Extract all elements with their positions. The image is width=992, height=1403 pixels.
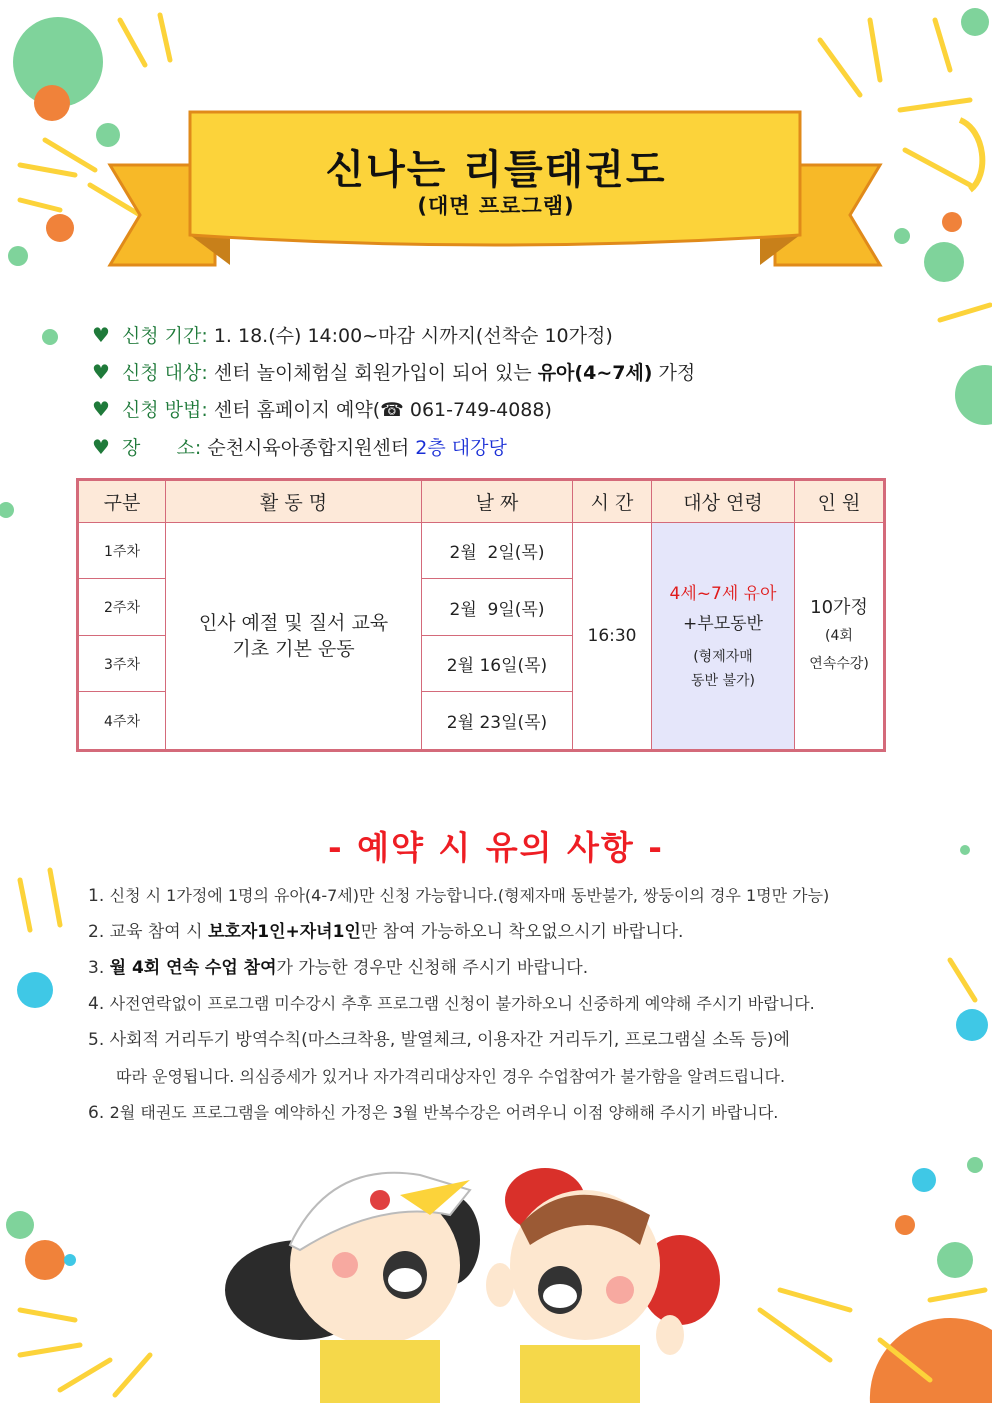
info-label: 신청 기간: — [121, 325, 208, 347]
note-text: 사회적 거리두기 방역수칙(마스크착용, 발열체크, 이용자간 거리두기, 프로그램실 소독 등)에 — [109, 1030, 790, 1050]
green-dot — [955, 365, 992, 425]
week-cell: 4주차 — [78, 692, 166, 751]
week-cell: 2주차 — [78, 579, 166, 635]
info-value: 센터 홈페이지 예약(☎ 061-749-4088) — [207, 399, 552, 421]
note-number: 3. — [88, 958, 105, 978]
info-label: 장 소: — [121, 437, 202, 459]
column-header: 날 짜 — [422, 480, 573, 523]
green-dot — [937, 1242, 973, 1278]
green-dot — [961, 8, 989, 36]
note-text-bold: 월 4회 연속 수업 참여 — [109, 958, 277, 978]
target-note: (형제자매 — [693, 649, 753, 665]
target-age: 4세~7세 유아 — [669, 584, 777, 604]
note-item — [88, 993, 815, 1015]
page-title: 신나는 리틀태권도 — [325, 147, 667, 193]
info-label: 신청 대상: — [121, 362, 208, 384]
sun-rays — [20, 870, 150, 1395]
info-label: 신청 방법: — [121, 399, 208, 421]
heart-icon: ♥ — [92, 435, 110, 459]
activity-line: 인사 예절 및 질서 교육 — [198, 612, 389, 634]
activity-cell — [166, 523, 422, 751]
info-target — [92, 360, 695, 385]
orange-sun — [870, 1318, 992, 1403]
note-text: 2월 태권도 프로그램을 예약하신 가정은 3월 반복수강은 어려우니 이점 양해해 주시기 바랍니다. — [109, 1103, 779, 1122]
target-note: 동반 불가) — [690, 673, 755, 689]
note-item — [88, 921, 683, 943]
heart-icon: ♥ — [92, 360, 110, 384]
info-method — [92, 397, 552, 422]
note-number: 2. — [88, 922, 105, 942]
capacity-note: (4회 — [825, 628, 853, 644]
green-dot — [8, 246, 28, 266]
green-dot — [967, 1157, 983, 1173]
info-value-after: 가정 — [652, 362, 696, 384]
note-number: 1. — [88, 886, 105, 906]
note-item — [88, 1102, 778, 1124]
info-place — [92, 435, 507, 460]
capacity: 10가정 — [810, 597, 868, 618]
heart-icon: ♥ — [92, 397, 110, 421]
orange-dot — [895, 1215, 915, 1235]
capacity-cell — [795, 523, 885, 751]
green-dot — [42, 329, 58, 345]
green-dot — [0, 502, 14, 518]
date-cell: 2월 16일(목) — [422, 635, 573, 691]
schedule-table — [76, 478, 886, 752]
note-text: 신청 시 1가정에 1명의 유아(4-7세)만 신청 가능합니다.(형제자매 동반불가, 쌍둥이의 경우 1명만 가능) — [109, 886, 830, 905]
column-header: 대상 연령 — [652, 480, 795, 523]
info-value: 센터 놀이체험실 회원가입이 되어 있는 — [207, 362, 538, 384]
note-item — [116, 1066, 785, 1088]
green-dot — [894, 228, 910, 244]
blue-dot — [956, 1009, 988, 1041]
note-text: 교육 참여 시 — [109, 922, 208, 942]
note-item — [88, 1029, 790, 1051]
notes-title: - 예약 시 유의 사항 - — [328, 828, 664, 867]
info-value: 순천시육아종합지원센터 — [201, 437, 416, 459]
note-item — [88, 957, 588, 979]
week-cell: 3주차 — [78, 635, 166, 691]
note-number: 5. — [88, 1030, 105, 1050]
column-header: 활 동 명 — [166, 480, 422, 523]
info-period — [92, 323, 613, 348]
note-item — [88, 885, 829, 907]
green-dot — [6, 1211, 34, 1239]
blue-dot — [17, 972, 53, 1008]
column-header: 인 원 — [795, 480, 885, 523]
activity-line: 기초 기본 운동 — [232, 638, 355, 660]
note-number: 6. — [88, 1103, 105, 1123]
note-text: 따라 운영됩니다. 의심증세가 있거나 자가격리대상자인 경우 수업참여가 불가함을 알려드립니다. — [116, 1067, 786, 1086]
column-header: 구분 — [78, 480, 166, 523]
note-text: 가 가능한 경우만 신청해 주시기 바랍니다. — [276, 958, 589, 978]
info-value-blue: 2층 대강당 — [415, 437, 507, 459]
girl-character — [486, 1168, 720, 1403]
info-value-bold: 유아(4~7세) — [537, 362, 653, 384]
blue-dot — [64, 1254, 76, 1266]
green-dot — [924, 242, 964, 282]
date-cell: 2월 9일(목) — [422, 579, 573, 635]
orange-dot — [34, 85, 70, 121]
date-cell: 2월 2일(목) — [422, 523, 573, 579]
date-cell: 2월 23일(목) — [422, 692, 573, 751]
info-value: 1. 18.(수) 14:00~마감 시까지(선착순 10가정) — [207, 325, 613, 347]
table-header-row — [78, 480, 885, 523]
target-with: +부모동반 — [683, 614, 763, 634]
orange-dot — [25, 1240, 65, 1280]
sun-rays — [760, 960, 985, 1380]
note-text: 만 참여 가능하오니 착오없으시기 바랍니다. — [360, 922, 684, 942]
note-number: 4. — [88, 994, 105, 1014]
target-age-cell — [652, 523, 795, 751]
table-row — [78, 523, 885, 579]
chick-character — [225, 1173, 480, 1403]
time-cell: 16:30 — [573, 523, 652, 751]
heart-icon: ♥ — [92, 323, 110, 347]
blue-dot — [912, 1168, 936, 1192]
page-subtitle: (대면 프로그램) — [417, 194, 575, 218]
note-text: 사전연락없이 프로그램 미수강시 추후 프로그램 신청이 불가하오니 신중하게 예약해 주시기 바랍니다. — [109, 994, 815, 1013]
capacity-note: 연속수강) — [809, 656, 869, 672]
note-text-bold: 보호자1인+자녀1인 — [207, 922, 361, 942]
column-header: 시 간 — [573, 480, 652, 523]
week-cell: 1주차 — [78, 523, 166, 579]
